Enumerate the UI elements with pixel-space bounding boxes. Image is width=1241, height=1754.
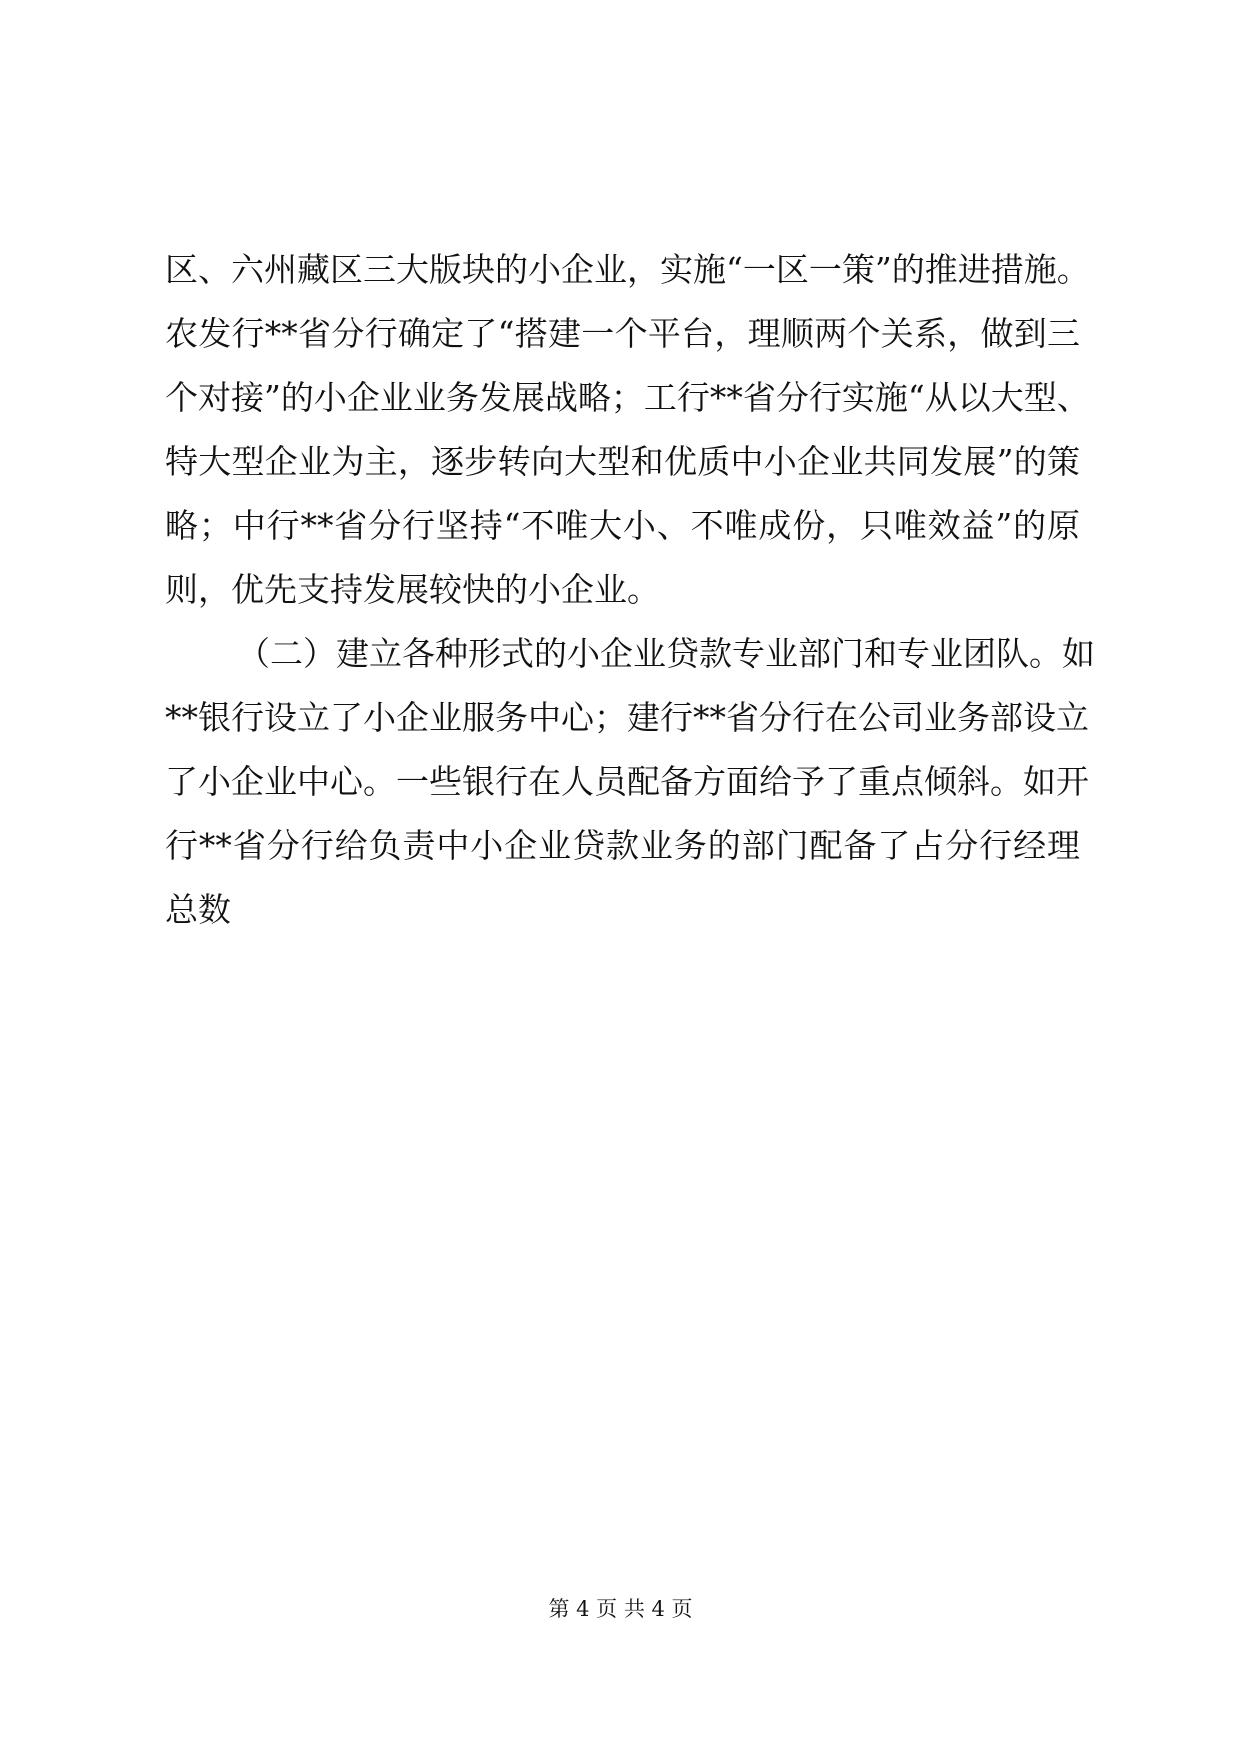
page-number-footer: 第 4 页 共 4 页	[548, 1597, 693, 1621]
paragraph-line: 特大型企业为主，逐步转向大型和优质中小企业共同发展”的策	[165, 442, 1080, 481]
body-text	[165, 238, 1095, 942]
section-heading-line: （二）建立各种形式的小企业贷款专业部门和专业团队。如	[237, 634, 1095, 673]
paragraph-line: 略；中行**省分行坚持“不唯大小、不唯成份，只唯效益”的原	[165, 506, 1080, 545]
paragraph-line: 则，优先支持发展较快的小企业。	[165, 570, 660, 609]
paragraph-line: 了小企业中心。一些银行在人员配备方面给予了重点倾斜。如开	[165, 762, 1089, 801]
paragraph-line: 行**省分行给负责中小企业贷款业务的部门配备了占分行经理	[165, 826, 1080, 865]
paragraph-line: **银行设立了小企业服务中心；建行**省分行在公司业务部设立	[165, 698, 1089, 737]
paragraph-line: 农发行**省分行确定了“搭建一个平台，理顺两个关系，做到三	[165, 314, 1080, 353]
paragraph-line: 区、六州藏区三大版块的小企业，实施“一区一策”的推进措施。	[165, 250, 1090, 289]
paragraph-line: 个对接”的小企业业务发展战略；工行**省分行实施“从以大型、	[165, 378, 1090, 417]
paragraph-line: 总数	[165, 890, 231, 929]
